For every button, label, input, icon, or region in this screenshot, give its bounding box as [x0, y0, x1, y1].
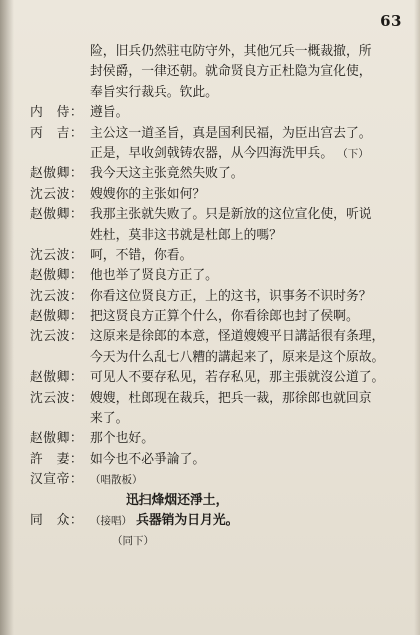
script-content — [30, 44, 402, 554]
line-text: 我今天这主张竟然失败了。 — [90, 166, 244, 182]
text-line — [30, 85, 402, 101]
dialogue-line — [30, 329, 402, 345]
line-text: 险，旧兵仍然驻屯防守外，其他冗兵一概裁撤，所 — [90, 44, 372, 59]
speaker-name: 沈云波： — [30, 329, 84, 345]
speaker-name: 同 众： — [30, 512, 84, 528]
line-text: 来了。 — [90, 411, 129, 427]
dialogue-line — [30, 126, 402, 142]
speaker-name: 赵傲卿： — [30, 309, 84, 325]
line-text: 那个也好。 — [90, 431, 154, 447]
speaker-name: 赵傲卿： — [30, 268, 84, 284]
speaker-name: 沈云波： — [30, 288, 84, 304]
dialogue-line — [30, 391, 402, 407]
line-text: 嫂嫂，杜郎现在裁兵，把兵一裁，那徐郎也就回京 — [90, 390, 372, 406]
dialogue-line — [30, 105, 402, 121]
stage-direction: （同下） — [112, 535, 154, 548]
speaker-name: 沈云波： — [30, 390, 84, 406]
dialogue-line — [30, 248, 402, 264]
text-line — [30, 44, 402, 60]
speaker-name: 沈云波： — [30, 186, 84, 202]
line-text: 呵，不错，你看。 — [90, 247, 193, 263]
dialogue-line — [30, 431, 402, 447]
line-text: 今天为什么乱七八糟的講起来了，原来是这个原故。 — [90, 349, 385, 365]
line-text: 遵旨。 — [90, 105, 129, 121]
exit-line — [30, 533, 402, 549]
line-text: 姓杜，莫非这书就是杜郎上的嗎？ — [90, 227, 282, 243]
line-text: 奉旨实行裁兵。钦此。 — [90, 84, 218, 100]
text-line — [30, 411, 402, 427]
dialogue-line — [30, 289, 402, 305]
speaker-name: 赵傲卿： — [30, 431, 84, 447]
dialogue-line — [30, 472, 402, 488]
line-text: 嫂嫂你的主张如何？ — [90, 186, 206, 202]
dialogue-line — [30, 370, 402, 386]
speaker-name: 内 侍： — [30, 105, 84, 121]
speaker-name: 沈云波： — [30, 247, 84, 263]
speaker-name: 赵傲卿： — [30, 370, 84, 386]
dialogue-line — [30, 187, 402, 203]
line-text: 你看这位贤良方正，上的这书，识事务不识时务？ — [90, 288, 372, 304]
speaker-name: 汉宣帝： — [30, 472, 84, 488]
line-text: 把这贤良方正算个什么，你看徐郎也封了侯啊。 — [90, 309, 359, 325]
stage-direction: （下） — [337, 147, 369, 160]
text-line — [30, 228, 402, 244]
speaker-name: 丙 吉： — [30, 125, 84, 141]
line-text: 主公这一道圣旨，真是国利民福，为臣出宫去了。 — [90, 125, 372, 141]
line-text-main: 正是，早收剑戟铸农器，从今四海洗甲兵。 — [90, 145, 334, 161]
dialogue-line — [30, 513, 402, 529]
dialogue-line — [30, 309, 402, 325]
dialogue-line — [30, 207, 402, 223]
text-line — [30, 64, 402, 80]
line-text: 迅扫烽烟还淨土， — [126, 492, 229, 508]
dialogue-line — [30, 452, 402, 468]
speaker-name: 赵傲卿： — [30, 166, 84, 182]
dialogue-line — [30, 166, 402, 182]
line-text — [90, 513, 402, 529]
line-text: 他也举了贤良方正了。 — [90, 268, 218, 284]
line-text — [90, 146, 402, 162]
stage-direction: （接唱） — [90, 514, 132, 527]
stage-direction: （唱散板） — [90, 474, 143, 487]
text-line — [30, 350, 402, 366]
line-text: 封侯爵，一律还朝。就命贤良方正杜隐为宣化使， — [90, 64, 372, 80]
speaker-name: 許 妻： — [30, 451, 84, 467]
speaker-name: 赵傲卿： — [30, 207, 84, 223]
page-number: 63 — [380, 12, 402, 30]
line-text: 可见人不要存私见，若存私见，那主張就沒公道了。 — [90, 370, 385, 386]
text-line — [30, 146, 402, 162]
line-text: 我那主张就失败了。只是新放的这位宣化使，听说 — [90, 207, 372, 223]
line-text-main: 兵器销为日月光。 — [136, 512, 239, 528]
line-text: 这原来是徐郎的本意，怪道嫂嫂平日講話很有条理， — [90, 329, 385, 345]
line-text: 如今也不必爭論了。 — [90, 451, 206, 467]
verse-line — [30, 493, 402, 509]
dialogue-line — [30, 268, 402, 284]
